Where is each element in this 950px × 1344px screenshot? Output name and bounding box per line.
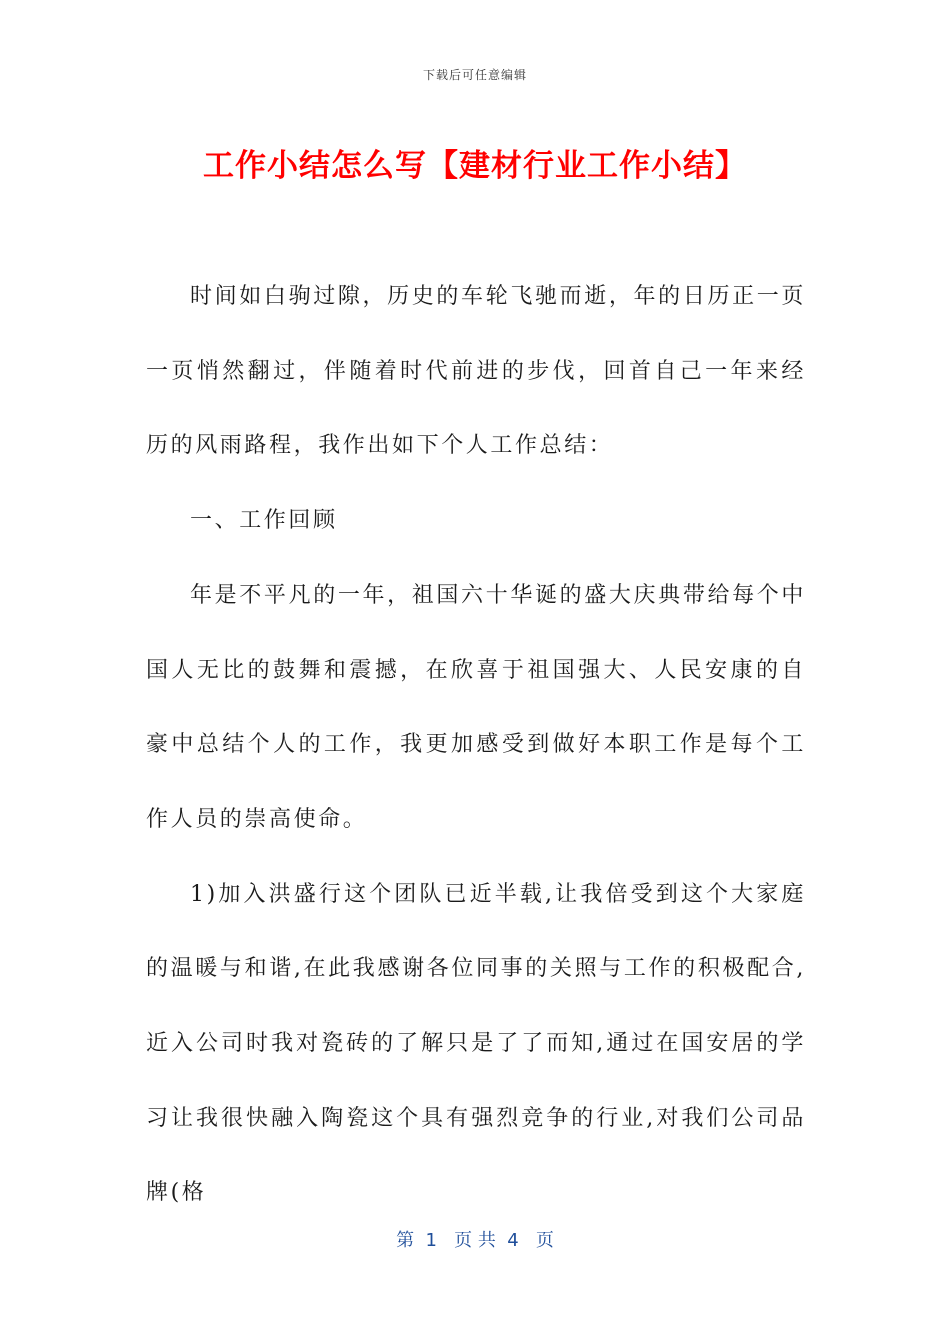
- paragraph-point-1: 1)加入洪盛行这个团队已近半载,让我倍受到这个大家庭的温暖与和谐,在此我感谢各位同事的关照与工作的积极配合,近入公司时我对瓷砖的了解只是了了而知,通过在国安居的学习让我很快融入陶瓷这个具有强烈竞争的行业,对我们公司品牌(格: [146, 881, 806, 1206]
- section-heading-review: 一、工作回顾: [190, 508, 338, 534]
- paragraph-year-summary: 年是不平凡的一年，祖国六十华诞的盛大庆典带给每个中国人无比的鼓舞和震撼，在欣喜于祖国强大、人民安康的自豪中总结个人的工作，我更加感受到做好本职工作是每个工作人员的崇高使命。: [146, 582, 806, 832]
- header-note: 下载后可任意编辑: [422, 68, 527, 82]
- paragraph-intro: 时间如白驹过隙，历史的车轮飞驰而逝，年的日历正一页一页悄然翻过，伴随着时代前进的步伐，回首自己一年来经历的风雨路程，我作出如下个人工作总结：: [146, 284, 806, 459]
- document-title: 工作小结怎么写【建材行业工作小结】: [203, 148, 747, 184]
- document-body: [146, 260, 806, 1231]
- page-number-footer: 第 1 页 共 4 页: [396, 1230, 554, 1251]
